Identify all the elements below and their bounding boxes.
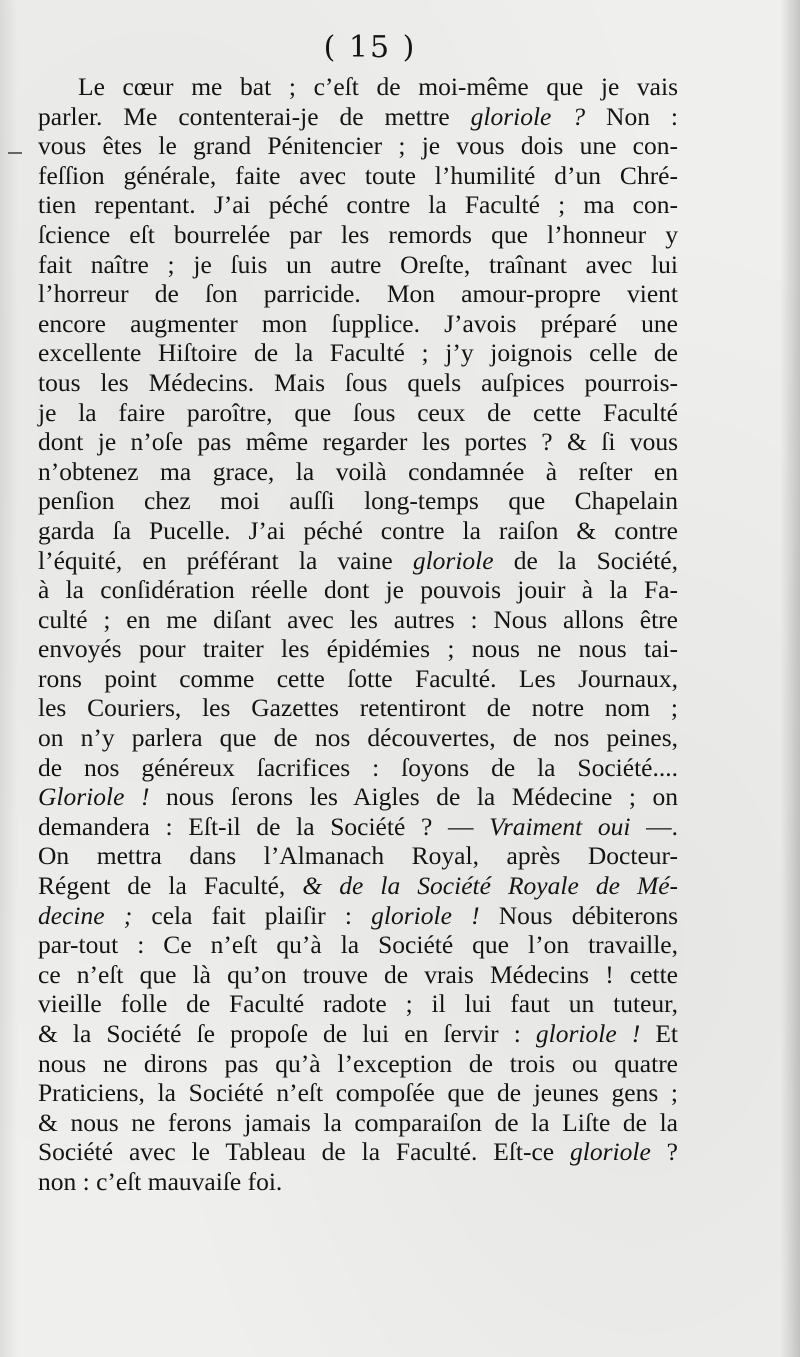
italic-word: gloriole bbox=[412, 545, 494, 575]
text-line: on n’y parlera que de nos découvertes, de nos peines, bbox=[38, 723, 678, 753]
line-segment: Régent de la Faculté, bbox=[38, 871, 303, 901]
text-line: l’horreur de ſon parricide. Mon amour-propre vient bbox=[38, 279, 678, 309]
italic-word: gloriole ! bbox=[535, 1019, 641, 1048]
text-line: Le cœur me bat ; c’eſt de moi-même que je vais bbox=[78, 72, 678, 101]
text-line: n’obtenez ma grace, la voilà condamnée à reſter en bbox=[38, 456, 678, 486]
text-line: garda ſa Pucelle. J’ai péché contre la raiſon & contre bbox=[38, 515, 678, 545]
line-segment: & la Société ſe propoſe de lui en ſervir : bbox=[38, 1019, 536, 1048]
line-segment: ? bbox=[650, 1137, 679, 1167]
line-segment: parler. Me contenterai-je de mettre bbox=[38, 101, 471, 131]
text-line: les Couriers, les Gazettes retentiront de notre nom ; bbox=[38, 693, 678, 723]
text-line bbox=[38, 1137, 678, 1167]
text-line: penſion chez moi auſſi long-temps que Chapelain bbox=[38, 486, 678, 516]
text-line: tous les Médecins. Mais ſous quels auſpices pourrois- bbox=[38, 367, 678, 397]
line-segment: Non : bbox=[585, 101, 679, 131]
text-line bbox=[38, 102, 678, 132]
text-line: envoyés pour traiter les épidémies ; nous ne nous tai- bbox=[38, 634, 678, 664]
text-line bbox=[38, 901, 678, 931]
text-line: On mettra dans l’Almanach Royal, après Docteur- bbox=[38, 841, 678, 871]
line-segment: l’équité, en préférant la vaine bbox=[38, 545, 413, 575]
line-segment: demandera : Eſt-il de la Société ? — bbox=[38, 811, 490, 841]
text-line: vieille folle de Faculté radote ; il lui faut un tuteur, bbox=[38, 989, 678, 1019]
line-segment: cela fait plaiſir : bbox=[132, 900, 372, 930]
text-line bbox=[38, 782, 678, 812]
line-segment: —. bbox=[630, 811, 678, 841]
text-line: ſcience eſt bourrelée par les remords que l’honneur y bbox=[38, 219, 678, 249]
line-segment: Nous débiterons bbox=[479, 900, 678, 930]
italic-word: gloriole bbox=[570, 1137, 651, 1167]
italic-word: decine ; bbox=[38, 900, 133, 930]
italic-word: gloriole ! bbox=[371, 900, 480, 930]
text-line bbox=[38, 812, 678, 842]
line-segment: Société avec le Tableau de la Faculté. Eſt-ce bbox=[38, 1137, 571, 1167]
text-line bbox=[38, 871, 678, 901]
text-line: je la faire paroître, que ſous ceux de cette Faculté bbox=[38, 397, 678, 427]
text-line: dont je n’oſe pas même regarder les portes ? & ſi vous bbox=[38, 427, 678, 457]
text-line: à la conſidération réelle dont je pouvois jouir à la Fa- bbox=[38, 575, 678, 605]
line-segment: Et bbox=[640, 1019, 678, 1048]
text-line: rons point comme cette ſotte Faculté. Les Journaux, bbox=[38, 663, 678, 693]
line-segment: de la Société, bbox=[493, 545, 678, 575]
line-segment: nous ſerons les Aigles de la Médecine ; on bbox=[149, 782, 679, 812]
text-line: ce n’eſt que là qu’on trouve de vrais Médecins ! cette bbox=[38, 959, 678, 989]
text-line: & nous ne ferons jamais la comparaiſon de la Liſte de la bbox=[38, 1107, 678, 1137]
text-line: non : c’eſt mauvaiſe foi. bbox=[38, 1166, 283, 1196]
italic-word: Vraiment oui bbox=[489, 811, 631, 841]
body-text bbox=[38, 72, 678, 1197]
margin-mark bbox=[8, 152, 22, 154]
text-line: tien repentant. J’ai péché contre la Faculté ; ma con- bbox=[38, 190, 678, 220]
text-line: nous ne dirons pas qu’à l’exception de trois ou quatre bbox=[38, 1048, 678, 1078]
text-line: fait naître ; je ſuis un autre Oreſte, traînant avec lui bbox=[38, 249, 678, 279]
text-line: Praticiens, la Société n’eſt compoſée que de jeunes gens ; bbox=[38, 1078, 678, 1108]
text-line bbox=[38, 1019, 678, 1049]
text-line: excellente Hiſtoire de la Faculté ; j’y joignois celle de bbox=[38, 338, 678, 368]
text-line: culté ; en me diſant avec les autres : Nous allons être bbox=[38, 604, 678, 634]
text-line: encore augmenter mon ſupplice. J’avois préparé une bbox=[38, 308, 678, 338]
italic-word: gloriole ? bbox=[470, 101, 586, 131]
text-line bbox=[38, 546, 678, 576]
page-number: ( 15 ) bbox=[323, 30, 417, 65]
text-line: par-tout : Ce n’eſt qu’à la Société que l’on travaille, bbox=[38, 930, 678, 960]
text-line: vous êtes le grand Pénitencier ; je vous dois une con- bbox=[38, 131, 678, 161]
text-line: de nos généreux ſacrifices : ſoyons de la Société.... bbox=[38, 752, 678, 782]
italic-word: & de la Société Royale de Mé- bbox=[302, 871, 679, 901]
italic-word: Gloriole ! bbox=[38, 782, 150, 812]
text-line: feſſion générale, faite avec toute l’humilité d’un Chré- bbox=[38, 160, 678, 190]
